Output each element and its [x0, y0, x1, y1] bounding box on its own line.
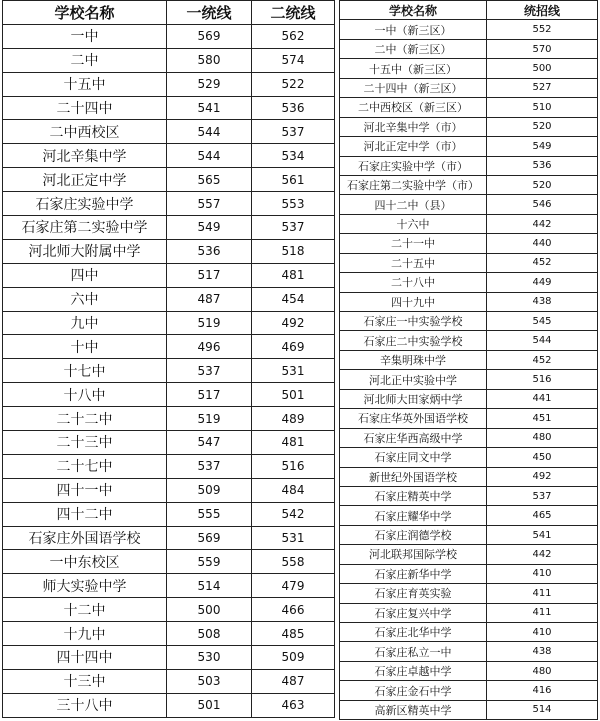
score-cell: 516	[252, 454, 335, 478]
school-name-cell: 石家庄一中实验学校	[340, 312, 487, 331]
table-row	[340, 603, 598, 622]
table-row	[3, 192, 335, 216]
table-row	[340, 623, 598, 642]
table-row	[3, 216, 335, 240]
school-name-cell: 石家庄同文中学	[340, 448, 487, 467]
school-name-cell: 十八中	[3, 383, 167, 407]
school-name-cell: 石家庄二中实验学校	[340, 331, 487, 350]
table-row	[340, 98, 598, 117]
score-cell: 544	[167, 144, 252, 168]
table-row	[340, 137, 598, 156]
table-row	[340, 350, 598, 369]
score-cell: 508	[167, 622, 252, 646]
table-row	[340, 117, 598, 136]
school-name-cell: 河北联邦国际学校	[340, 545, 487, 564]
score-cell: 500	[487, 59, 598, 78]
table-row	[340, 292, 598, 311]
school-name-cell: 十二中	[3, 598, 167, 622]
school-name-cell: 二中西校区	[3, 120, 167, 144]
score-cell: 561	[252, 168, 335, 192]
score-cell: 465	[487, 506, 598, 525]
school-name-cell: 石家庄育英实验	[340, 584, 487, 603]
score-cell: 514	[167, 574, 252, 598]
school-name-cell: 四中	[3, 263, 167, 287]
school-name-cell: 二十五中	[340, 253, 487, 272]
score-cell: 531	[252, 526, 335, 550]
table-row	[3, 263, 335, 287]
school-name-cell: 十五中	[3, 72, 167, 96]
score-cell: 489	[252, 407, 335, 431]
header-school-name: 学校名称	[340, 1, 487, 20]
table-row	[340, 234, 598, 253]
score-cell: 530	[167, 646, 252, 670]
table-row	[340, 545, 598, 564]
table-row	[3, 24, 335, 48]
score-cell: 541	[167, 96, 252, 120]
score-cell: 517	[167, 263, 252, 287]
table-row	[3, 383, 335, 407]
table-row	[340, 175, 598, 194]
school-name-cell: 河北正中实验中学	[340, 370, 487, 389]
table-row	[3, 454, 335, 478]
left-score-table	[2, 0, 335, 718]
table-row	[340, 331, 598, 350]
score-cell: 558	[252, 550, 335, 574]
school-name-cell: 四十二中	[3, 502, 167, 526]
table-row	[3, 335, 335, 359]
score-cell: 547	[167, 431, 252, 455]
table-row	[340, 214, 598, 233]
school-name-cell: 二中	[3, 48, 167, 72]
score-cell: 536	[487, 156, 598, 175]
score-cell: 481	[252, 263, 335, 287]
score-cell: 450	[487, 448, 598, 467]
score-cell: 531	[252, 359, 335, 383]
score-cell: 555	[167, 502, 252, 526]
school-name-cell: 石家庄华西高级中学	[340, 428, 487, 447]
table-row	[340, 448, 598, 467]
score-cell: 580	[167, 48, 252, 72]
school-name-cell: 一中（新三区）	[340, 20, 487, 39]
school-name-cell: 十九中	[3, 622, 167, 646]
score-cell: 520	[487, 175, 598, 194]
table-row	[3, 622, 335, 646]
score-cell: 500	[167, 598, 252, 622]
left-table-body	[3, 24, 335, 717]
score-cell: 492	[487, 467, 598, 486]
school-name-cell: 二十三中	[3, 431, 167, 455]
score-cell: 487	[252, 669, 335, 693]
score-cell: 542	[252, 502, 335, 526]
score-cell: 529	[167, 72, 252, 96]
header-row	[3, 1, 335, 25]
table-row	[3, 431, 335, 455]
score-cell: 485	[252, 622, 335, 646]
score-cell: 541	[487, 525, 598, 544]
score-cell: 484	[252, 478, 335, 502]
school-name-cell: 石家庄实验中学（市）	[340, 156, 487, 175]
score-cell: 416	[487, 681, 598, 700]
score-cell: 569	[167, 24, 252, 48]
table-row	[340, 428, 598, 447]
school-name-cell: 十七中	[3, 359, 167, 383]
table-row	[3, 72, 335, 96]
school-name-cell: 河北师大田家炳中学	[340, 389, 487, 408]
table-row	[340, 661, 598, 680]
score-cell: 537	[252, 120, 335, 144]
school-name-cell: 河北辛集中学（市）	[340, 117, 487, 136]
school-name-cell: 师大实验中学	[3, 574, 167, 598]
school-name-cell: 石家庄华英外国语学校	[340, 409, 487, 428]
score-cell: 479	[252, 574, 335, 598]
table-row	[3, 239, 335, 263]
table-row	[340, 370, 598, 389]
score-cell: 557	[167, 192, 252, 216]
table-row	[340, 642, 598, 661]
score-cell: 514	[487, 700, 598, 719]
score-cell: 552	[487, 20, 598, 39]
score-cell: 527	[487, 78, 598, 97]
table-row	[340, 20, 598, 39]
table-row	[340, 681, 598, 700]
header-first-line: 一统线	[167, 1, 252, 25]
table-row	[340, 78, 598, 97]
school-name-cell: 一中东校区	[3, 550, 167, 574]
score-cell: 565	[167, 168, 252, 192]
score-cell: 487	[167, 287, 252, 311]
score-cell: 438	[487, 642, 598, 661]
score-cell: 509	[252, 646, 335, 670]
score-cell: 503	[167, 669, 252, 693]
school-name-cell: 四十四中	[3, 646, 167, 670]
school-name-cell: 石家庄润德学校	[340, 525, 487, 544]
table-row	[3, 550, 335, 574]
table-row	[3, 120, 335, 144]
score-cell: 537	[252, 216, 335, 240]
table-row	[3, 168, 335, 192]
school-name-cell: 六中	[3, 287, 167, 311]
score-cell: 534	[252, 144, 335, 168]
table-row	[340, 564, 598, 583]
table-row	[3, 646, 335, 670]
school-name-cell: 辛集明珠中学	[340, 350, 487, 369]
school-name-cell: 石家庄北华中学	[340, 623, 487, 642]
table-row	[340, 253, 598, 272]
score-cell: 553	[252, 192, 335, 216]
table-row	[3, 48, 335, 72]
school-name-cell: 四十九中	[340, 292, 487, 311]
score-cell: 449	[487, 273, 598, 292]
score-cell: 549	[487, 137, 598, 156]
school-name-cell: 河北正定中学（市）	[340, 137, 487, 156]
score-cell: 520	[487, 117, 598, 136]
school-name-cell: 十中	[3, 335, 167, 359]
score-cell: 466	[252, 598, 335, 622]
right-score-table	[339, 0, 598, 720]
table-row	[3, 96, 335, 120]
header-unified-line: 统招线	[487, 1, 598, 20]
school-name-cell: 石家庄私立一中	[340, 642, 487, 661]
score-cell: 480	[487, 661, 598, 680]
school-name-cell: 二十一中	[340, 234, 487, 253]
score-cell: 516	[487, 370, 598, 389]
score-cell: 549	[167, 216, 252, 240]
school-name-cell: 二中西校区（新三区）	[340, 98, 487, 117]
score-cell: 509	[167, 478, 252, 502]
score-cell: 519	[167, 407, 252, 431]
school-name-cell: 石家庄新华中学	[340, 564, 487, 583]
score-cell: 569	[167, 526, 252, 550]
score-cell: 410	[487, 623, 598, 642]
score-cell: 544	[487, 331, 598, 350]
table-row	[340, 312, 598, 331]
table-row	[340, 584, 598, 603]
score-cell: 452	[487, 253, 598, 272]
score-cell: 442	[487, 545, 598, 564]
score-cell: 480	[487, 428, 598, 447]
header-school-name: 学校名称	[3, 1, 167, 25]
score-cell: 440	[487, 234, 598, 253]
score-cell: 438	[487, 292, 598, 311]
score-cell: 559	[167, 550, 252, 574]
score-cell: 536	[252, 96, 335, 120]
table-row	[340, 59, 598, 78]
score-cell: 545	[487, 312, 598, 331]
score-cell: 537	[167, 454, 252, 478]
score-cell: 451	[487, 409, 598, 428]
score-cell: 469	[252, 335, 335, 359]
school-name-cell: 石家庄第二实验中学（市）	[340, 175, 487, 194]
header-row	[340, 1, 598, 20]
school-name-cell: 四十二中（县）	[340, 195, 487, 214]
header-second-line: 二统线	[252, 1, 335, 25]
score-cell: 454	[252, 287, 335, 311]
school-name-cell: 石家庄实验中学	[3, 192, 167, 216]
score-cell: 537	[167, 359, 252, 383]
table-row	[3, 478, 335, 502]
score-cell: 501	[252, 383, 335, 407]
score-cell: 481	[252, 431, 335, 455]
table-row	[3, 407, 335, 431]
table-row	[340, 195, 598, 214]
school-name-cell: 新世纪外国语学校	[340, 467, 487, 486]
school-name-cell: 石家庄外国语学校	[3, 526, 167, 550]
table-row	[340, 409, 598, 428]
school-name-cell: 十五中（新三区）	[340, 59, 487, 78]
school-name-cell: 河北辛集中学	[3, 144, 167, 168]
score-cell: 411	[487, 603, 598, 622]
table-row	[340, 156, 598, 175]
table-row	[340, 39, 598, 58]
table-row	[3, 598, 335, 622]
score-cell: 442	[487, 214, 598, 233]
table-row	[3, 526, 335, 550]
table-row	[3, 287, 335, 311]
table-row	[3, 669, 335, 693]
school-name-cell: 九中	[3, 311, 167, 335]
school-name-cell: 一中	[3, 24, 167, 48]
school-name-cell: 二十四中	[3, 96, 167, 120]
score-cell: 546	[487, 195, 598, 214]
score-cell: 496	[167, 335, 252, 359]
score-cell: 510	[487, 98, 598, 117]
table-row	[3, 311, 335, 335]
table-row	[3, 502, 335, 526]
right-table-body	[340, 20, 598, 720]
table-row	[340, 389, 598, 408]
school-name-cell: 石家庄卓越中学	[340, 661, 487, 680]
score-cell: 463	[252, 693, 335, 717]
school-name-cell: 石家庄复兴中学	[340, 603, 487, 622]
school-name-cell: 石家庄第二实验中学	[3, 216, 167, 240]
school-name-cell: 二十七中	[3, 454, 167, 478]
score-cell: 574	[252, 48, 335, 72]
school-name-cell: 二十四中（新三区）	[340, 78, 487, 97]
school-name-cell: 三十八中	[3, 693, 167, 717]
table-row	[3, 144, 335, 168]
school-name-cell: 高新区精英中学	[340, 700, 487, 719]
table-row	[3, 359, 335, 383]
score-cell: 501	[167, 693, 252, 717]
school-name-cell: 河北正定中学	[3, 168, 167, 192]
table-row	[3, 693, 335, 717]
school-name-cell: 二十八中	[340, 273, 487, 292]
score-cell: 536	[167, 239, 252, 263]
school-name-cell: 二中（新三区）	[340, 39, 487, 58]
school-name-cell: 石家庄精英中学	[340, 486, 487, 505]
table-row	[340, 486, 598, 505]
score-cell: 562	[252, 24, 335, 48]
score-cell: 410	[487, 564, 598, 583]
school-name-cell: 四十一中	[3, 478, 167, 502]
score-cell: 519	[167, 311, 252, 335]
score-cell: 517	[167, 383, 252, 407]
score-cell: 537	[487, 486, 598, 505]
score-cell: 441	[487, 389, 598, 408]
table-row	[340, 273, 598, 292]
score-cell: 518	[252, 239, 335, 263]
score-cell: 411	[487, 584, 598, 603]
score-cell: 570	[487, 39, 598, 58]
school-name-cell: 石家庄金石中学	[340, 681, 487, 700]
school-name-cell: 十三中	[3, 669, 167, 693]
table-row	[340, 506, 598, 525]
school-name-cell: 河北师大附属中学	[3, 239, 167, 263]
table-row	[340, 467, 598, 486]
score-cell: 522	[252, 72, 335, 96]
score-cell: 492	[252, 311, 335, 335]
table-row	[340, 700, 598, 719]
score-cell: 544	[167, 120, 252, 144]
school-name-cell: 石家庄耀华中学	[340, 506, 487, 525]
school-name-cell: 二十二中	[3, 407, 167, 431]
school-name-cell: 十六中	[340, 214, 487, 233]
table-row	[3, 574, 335, 598]
score-cell: 452	[487, 350, 598, 369]
table-row	[340, 525, 598, 544]
